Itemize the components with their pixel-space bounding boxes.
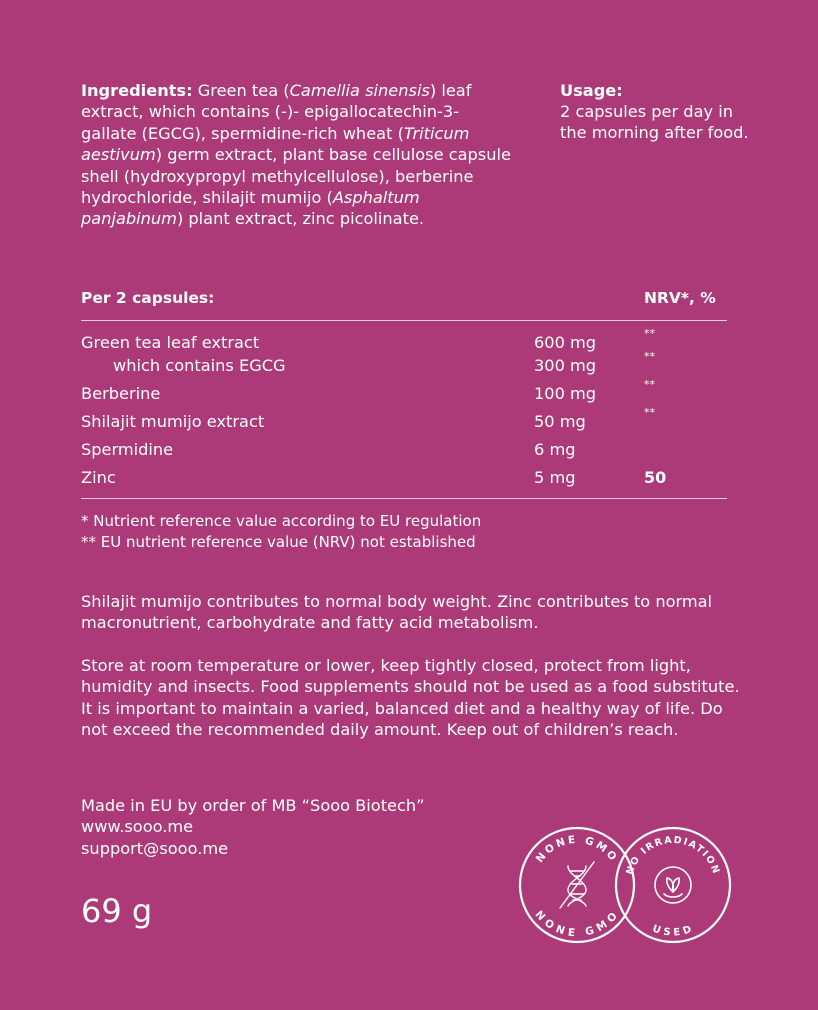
nutrient-name: which contains EGCG	[113, 356, 286, 375]
ingredients-part: ) germ extract, plant base cellulose capsule shell (hydroxypropyl methylcellulose), berberine hydrochloride, shilajit mumijo (	[81, 145, 511, 208]
net-weight: 69 g	[81, 892, 153, 930]
made-in-text: Made in EU by order of MB “Sooo Biotech”	[81, 796, 425, 815]
nutrient-nrv: **	[644, 350, 655, 363]
ingredients-latin-name: Camellia sinensis	[289, 81, 430, 100]
nutrient-nrv: **	[644, 327, 655, 340]
nutrient-name: Green tea leaf extract	[81, 333, 260, 352]
nutrient-nrv: 50	[644, 468, 667, 487]
website-link[interactable]: www.sooo.me	[81, 817, 194, 837]
table-row	[81, 378, 727, 408]
table-header-nrv: NRV*, %	[644, 289, 716, 307]
table-row	[81, 406, 727, 436]
gmo-text-top: NONE GMO	[533, 833, 621, 865]
usage-title: Usage:	[560, 81, 623, 100]
nutrient-amount: 300 mg	[534, 356, 597, 375]
footnote-nrv: * Nutrient reference value according to EU regulation	[81, 512, 482, 530]
nutrient-name: Berberine	[81, 384, 161, 403]
sprout-icon	[655, 867, 691, 903]
no-irradiation-badge	[614, 826, 732, 944]
svg-text:NO IRRADIATION	[624, 835, 721, 877]
ingredients-part: ) plant extract, zinc picolinate.	[176, 209, 425, 229]
irradiation-text-top: NO IRRADIATION	[624, 834, 722, 877]
storage-warnings: Store at room temperature or lower, keep tightly closed, protect from light, humidity and insects. Food supplements should not be used as a food substitute. It is important to maintain a varied, balanced diet and a healthy way of life. Do not exceed the recommended daily amount. Keep out of children’s reach.	[81, 656, 740, 740]
svg-text:NONE GMO	[534, 834, 621, 865]
table-row	[81, 350, 727, 380]
nutrient-nrv: **	[644, 406, 655, 419]
ingredients-part: ) leaf extract, which contains (-)- epigallocatechin-3-gallate (EGCG), spermidine-rich wheat (	[81, 81, 472, 143]
svg-text:USED	[651, 923, 695, 938]
ingredients-latin-name: Asphaltum panjabinum	[81, 188, 420, 229]
dna-icon	[560, 862, 594, 908]
usage-text: 2 capsules per day in the morning after food.	[560, 102, 749, 142]
table-divider-bottom	[81, 498, 727, 499]
contact-info	[81, 795, 425, 859]
table-row	[81, 440, 727, 464]
gmo-text-bottom: NONE GMO	[532, 908, 622, 940]
nutrient-name: Shilajit mumijo extract	[81, 412, 265, 431]
nutrient-amount: 100 mg	[534, 384, 597, 403]
nutrient-amount: 600 mg	[534, 333, 597, 352]
ingredients-part: Green tea (	[192, 81, 290, 100]
nutrient-name: Spermidine	[81, 440, 174, 459]
support-email-link[interactable]: support@sooo.me	[81, 838, 229, 858]
footnotes	[81, 511, 481, 552]
ingredients-text	[81, 80, 511, 230]
table-row	[81, 327, 727, 357]
nutrient-nrv: **	[644, 378, 655, 391]
health-claims: Shilajit mumijo contributes to normal body weight. Zinc contributes to normal macronutrient, carbohydrate and fatty acid metabolism.	[81, 592, 713, 633]
nutrient-amount: 50 mg	[534, 412, 586, 431]
nutrient-amount: 5 mg	[534, 468, 576, 487]
table-header-per-serving: Per 2 capsules:	[81, 289, 215, 307]
irradiation-text-bottom: USED	[650, 923, 696, 939]
svg-text:NONE GMO	[532, 909, 621, 940]
nutrient-name: Zinc	[81, 468, 116, 487]
ingredients-latin-name: Triticum aestivum	[81, 123, 470, 165]
table-divider-top	[81, 320, 727, 321]
footnote-not-established: ** EU nutrient reference value (NRV) not established	[81, 532, 476, 551]
ingredients-label: Ingredients:	[81, 81, 193, 100]
nutrient-amount: 6 mg	[534, 440, 576, 459]
table-row	[81, 468, 727, 492]
usage-block	[560, 80, 750, 143]
